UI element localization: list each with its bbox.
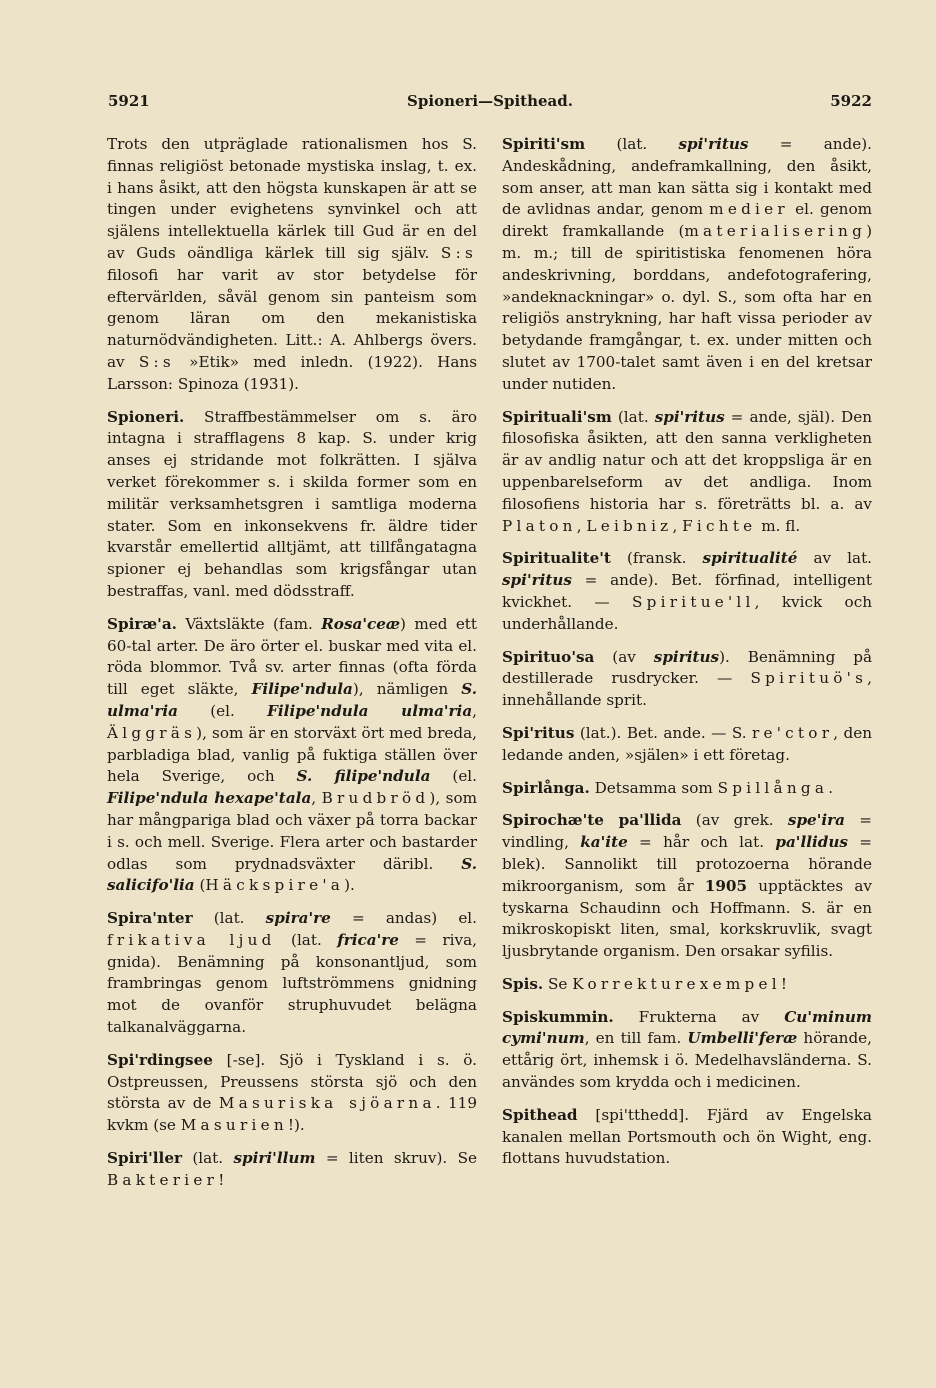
page-number-right: 5922 — [830, 92, 872, 110]
entry-text: Filipe'ndula hexape'tala — [107, 789, 312, 808]
entry-text: frica're — [337, 930, 399, 949]
entry-text: !). — [287, 1116, 305, 1135]
entry-text: ). — [344, 876, 355, 895]
entry-text: medier — [709, 200, 789, 219]
entry-text: 1905 — [704, 876, 748, 895]
entry-text: ), som är en storväxt ört med breda, parbladiga blad, vanlig på fuktiga ställen över hela Sverige, och — [107, 723, 477, 786]
page-number-left: 5921 — [108, 92, 150, 110]
entry-text: , — [472, 701, 477, 720]
entry-text: Spirituö's — [750, 669, 868, 688]
running-title: Spioneri—Spithead. — [407, 92, 573, 110]
entry-headword: Spioneri. — [107, 407, 185, 426]
entry-text: [-se]. Sjö i Tyskland i s. ö. Ostpreussen, Preussens största sjö och den största av de — [107, 1050, 477, 1113]
entry-text: Älggräs — [107, 723, 197, 742]
entry-text: , innehållande sprit. — [502, 669, 872, 710]
entry-text: spi'ritus — [654, 407, 725, 426]
entry-text: Spiritue'll — [631, 592, 755, 611]
entry-text: re'ctor — [751, 723, 834, 742]
entry-text: materialisering — [684, 222, 867, 241]
entry-text: = vindling, — [502, 811, 872, 852]
entry-text: , — [311, 789, 322, 808]
entry-text: Häckspire'a — [205, 876, 345, 895]
entry-text: Rosa'ceæ — [321, 614, 401, 633]
entry-text: ka'ite — [580, 833, 628, 852]
entry-text: spi'ritus — [678, 135, 749, 153]
entry-text: spi'ritus — [502, 571, 572, 590]
entry-text: »Etik» med inledn. (1922). Hans Larsson: Spinoza (1931). — [107, 352, 477, 393]
entry-headword: Spi'ritus — [502, 723, 575, 742]
entry-text: S. salicifo'lia — [107, 854, 477, 895]
left-column — [107, 134, 477, 1203]
entry-text: . — [828, 778, 834, 797]
entry-text: Frukterna av — [613, 1007, 785, 1026]
dictionary-entry — [502, 407, 872, 538]
entry-text: Masuriska sjöarna — [218, 1094, 436, 1113]
dictionary-entry — [107, 134, 477, 396]
entry-text: Korrekturexempel — [572, 974, 781, 993]
entry-text: Se — [543, 974, 573, 993]
entry-text: ( — [194, 876, 206, 895]
dictionary-entry — [502, 974, 872, 996]
entry-text: Bakterier — [107, 1170, 219, 1189]
entry-text: = riva, gnida). Benämning på konsonantljud, som frambringas genom luftströmmens gnidning mot de ovanför struphuvudet belägna talkanalväggarna. — [107, 930, 477, 1037]
entry-text: S. ulma'ria — [107, 680, 477, 720]
entry-text: frikativa ljud — [107, 930, 276, 949]
entry-headword: Spirlånga. — [502, 778, 590, 797]
entry-text: ! — [780, 974, 787, 993]
entry-text: = hår och lat. — [627, 833, 776, 852]
entry-text: Umbelli'feræ — [687, 1029, 798, 1048]
entry-text: (lat. — [585, 135, 679, 153]
entry-headword: Spirituali'sm — [502, 407, 612, 426]
entry-text: ) m. m.; till de spiritistiska fenomenen höra andeskrivning, borddans, andefotografering, »andeknackningar» o. dyl. S., som ofta har en religiös anstrykning, har haft vissa perioder av betydande framgångar, t. ex. under mitten och slutet av 1700-talet samt även i en del kretsar under nutiden. — [502, 222, 872, 393]
entry-text: spira're — [265, 909, 331, 928]
entry-text: spiritus — [653, 647, 720, 666]
entry-text: spiritualité — [702, 549, 798, 568]
entry-text: (lat. — [181, 1149, 234, 1168]
entry-text: (fransk. — [610, 549, 703, 568]
entry-text: ). Benämning på destillerade rusdrycker. — — [502, 647, 872, 688]
entry-headword: Spiritualite't — [502, 549, 611, 568]
entry-text: = ande). Bet. förfinad, intelligent kvickhet. — — [502, 571, 872, 611]
entry-text: Straffbestämmelser om s. äro intagna i strafflagens 8 kap. S. under krig anses ej stridande mot folkrätten. I själva verket förekommer s. i skilda former som en militär verksamhetsgren i samtliga moderna stater. Som en inkonsekvens fr. äldre tider kvarstår emellertid alltjämt, att tillfångatagna spioner ej behandlas som krigsfångar utan bestraffas, vanl. med dödsstraff. — [107, 407, 477, 600]
entry-text: [spi'tthedd]. Fjärd av Engelska kanalen mellan Portsmouth och ön Wight, eng. flottans huvudstation. — [502, 1105, 872, 1168]
entry-text: ), som har mångpariga blad och växer på torra backar i s. och mell. Sverige. Flera arter och bastarder odlas som prydnadsväxter däribl. — [107, 789, 477, 873]
entry-headword: Spira'nter — [107, 909, 193, 928]
entry-text: Filipe'ndula ulma'ria — [267, 701, 473, 720]
entry-text: = blek). Sannolikt till protozoerna hörande mikroorganism, som år — [502, 833, 872, 895]
entry-text: Leibniz — [586, 516, 673, 535]
entry-text: spe'ira — [787, 811, 845, 830]
entry-text: m. fl. — [756, 516, 801, 535]
dictionary-entry — [502, 647, 872, 712]
entry-text: , den ledande anden, »själen» i ett företag. — [502, 723, 872, 764]
entry-headword: Spiri'ller — [107, 1149, 182, 1168]
entry-text: , en till fam. — [584, 1029, 688, 1048]
entry-text: Detsamma som — [589, 778, 718, 797]
entry-text: S:s — [138, 352, 175, 371]
entry-text: . 119 kvkm (se — [107, 1094, 477, 1135]
entry-text: , — [576, 516, 587, 535]
entry-text: upptäcktes av tyskarna Schaudinn och Hoffmann. S. är en mikroskopiskt liten, smal, korkskruvlik, svagt ljusbrytande organism. Den orsakar syfilis. — [502, 876, 872, 961]
dictionary-entry — [502, 1007, 872, 1094]
entry-text: Spillånga — [717, 778, 829, 797]
entry-text: = ande). Andeskådning, andeframkallning, den åsikt, som anser, att man kan sätta sig i kontakt med de avlidnas andar, genom — [502, 135, 872, 219]
entry-headword: Spiræ'a. — [107, 614, 177, 633]
dictionary-entry — [502, 1105, 872, 1170]
entry-text: Fichte — [682, 516, 757, 535]
entry-text: = ande, själ). Den filosofiska åsikten, att den sanna verkligheten är av andlig natur och att det kroppsliga är en uppenbarelseform av det andliga. Inom filosofiens historia har s. företrätts bl. a. av — [502, 407, 872, 513]
dictionary-entry — [107, 407, 477, 603]
entry-text: el. genom direkt framkallande ( — [502, 200, 872, 241]
entry-text: pa'llidus — [775, 833, 848, 852]
entry-text: ) med ett 60-tal arter. De äro örter el. buskar med vita el. röda blommor. Två sv. arter finnas (ofta förda till eget släkte, — [107, 614, 478, 699]
entry-text: hörande, ettårig ört, inhemsk i ö. Medelhavsländerna. S. användes som krydda och i medicinen. — [502, 1029, 872, 1092]
entry-text: (av grek. — [681, 811, 788, 830]
entry-headword: Spiriti'sm — [502, 135, 586, 153]
dictionary-entry — [107, 1148, 477, 1192]
entry-text: , — [672, 516, 683, 535]
dictionary-entry — [107, 908, 477, 1039]
entry-text: = liten skruv). Se — [315, 1149, 477, 1168]
entry-text: Filipe'ndula — [251, 680, 353, 699]
entry-text: S. filipe'ndula — [296, 767, 431, 786]
dictionary-entry — [502, 810, 872, 963]
entry-text: (av — [594, 647, 654, 666]
entry-text: (lat. — [192, 909, 266, 928]
entry-text: av lat. — [797, 549, 873, 568]
entry-text: Platon — [502, 516, 577, 535]
dictionary-entry — [502, 134, 872, 396]
entry-text: (lat. — [611, 407, 655, 426]
dictionary-entry — [502, 548, 872, 635]
entry-text: spiri'llum — [233, 1149, 316, 1168]
entry-text: (lat.). Bet. ande. — S. — [574, 723, 752, 742]
entry-text: ! — [218, 1170, 225, 1189]
entry-headword: Spiskummin. — [502, 1007, 614, 1026]
entry-headword: Spi'rdingsee — [107, 1050, 213, 1069]
right-column — [502, 134, 872, 1181]
entry-text: (lat. — [275, 930, 338, 949]
entry-headword: Spithead — [502, 1105, 578, 1124]
entry-text: Masurien — [180, 1116, 288, 1135]
entry-text: (el. — [177, 701, 268, 720]
entry-text: Trots den utpräglade rationalismen hos S. finnas religiöst betonade mystiska inslag, t. ex. i hans åsikt, att den högsta kunskapen är att se tingen under evighetens synvinkel och att själens intellektuella kärlek till Gud är en del av Guds oändliga kärlek till sig själv. — [107, 135, 477, 262]
entry-text: filosofi har varit av stor betydelse för eftervärlden, såväl genom sin panteism som genom läran om den mekanistiska naturnödvändigheten. Litt.: A. Ahlbergs övers. av — [107, 265, 477, 371]
entry-text: S:s — [440, 243, 477, 262]
entry-headword: Spirochæ'te pa'llida — [502, 811, 682, 830]
dictionary-entry — [107, 1050, 477, 1137]
entry-text: Brudbröd — [321, 789, 430, 808]
entry-headword: Spis. — [502, 974, 544, 993]
entry-text: Växtsläkte (fam. — [176, 614, 322, 633]
entry-text: ), nämligen — [352, 680, 462, 699]
entry-text: , kvick och underhållande. — [502, 592, 872, 633]
entry-text: = andas) el. — [330, 909, 477, 928]
dictionary-entry — [107, 614, 477, 897]
dictionary-entry — [502, 778, 872, 800]
entry-text: Cu'minum cymi'num — [502, 1007, 872, 1048]
dictionary-entry — [502, 723, 872, 767]
page-header — [108, 92, 872, 116]
entry-text: (el. — [430, 767, 477, 786]
entry-headword: Spirituo'sa — [502, 647, 595, 666]
